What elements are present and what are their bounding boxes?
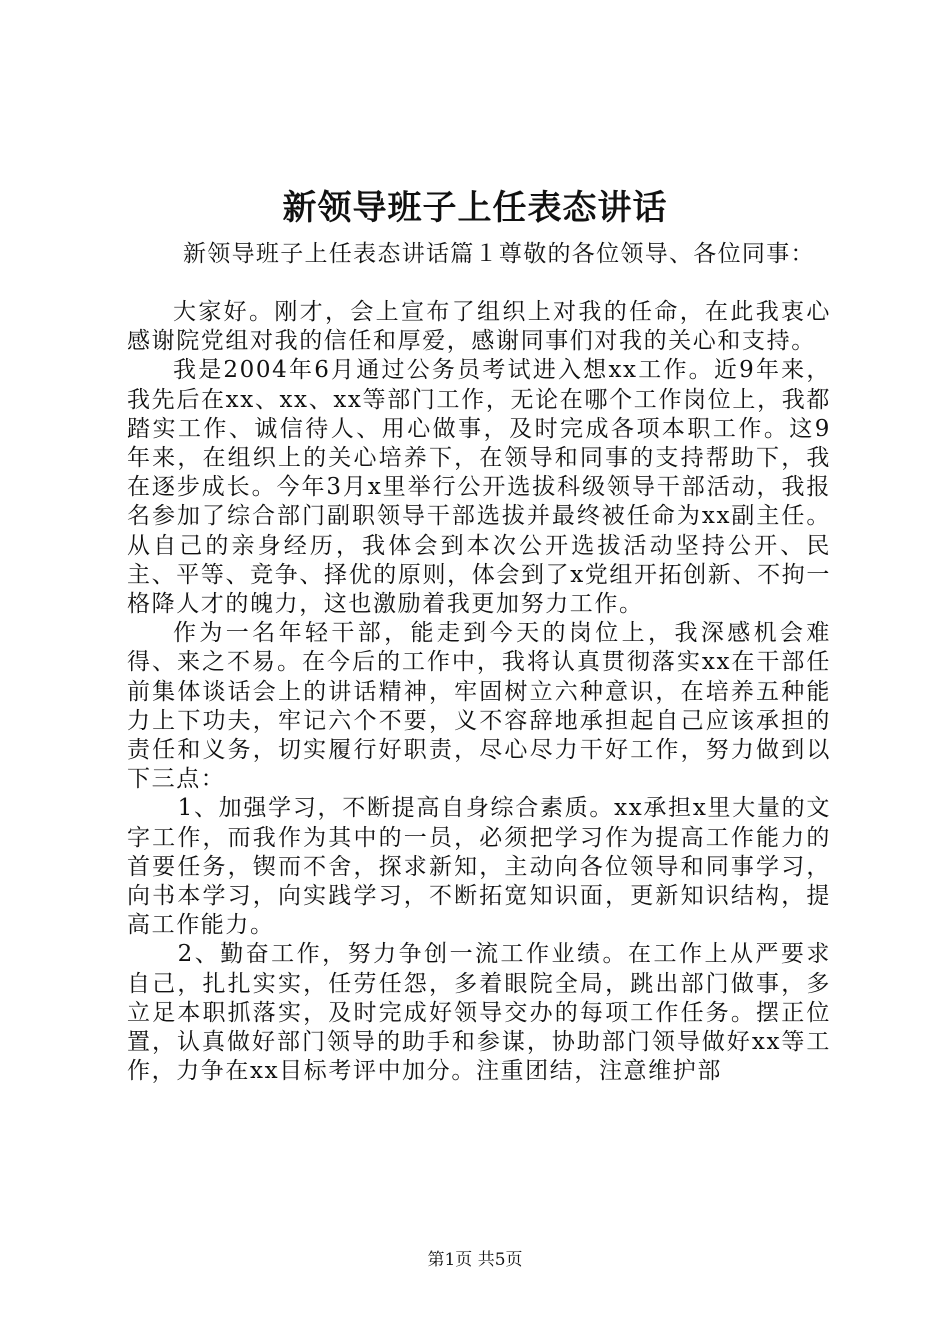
paragraph-background: 我是2004年6月通过公务员考试进入想xx工作。近9年来，我先后在xx、xx、xx等部门工作，无论在哪个工作岗位上，我都踏实工作、诚信待人、用心做事，及时完成各项本职工作。这9年来，在组织上的关心培养下，在领导和同事的支持帮助下，我在逐步成长。今年3月x里举行公开选拔科级领导干部活动，我报名参加了综合部门副职领导干部选拔并最终被任命为xx副主任。从自己的亲身经历，我体会到本次公开选拔活动坚持公开、民主、平等、竞争、择优的原则，体会到了x党组开拓创新、不拘一格降人才的魄力，这也激励着我更加努力工作。 bbox=[127, 357, 831, 618]
paragraph-commitment: 作为一名年轻干部，能走到今天的岗位上，我深感机会难得、来之不易。在今后的工作中，我将认真贯彻落实xx在干部任前集体谈话会上的讲话精神，牢固树立六种意识，在培养五种能力上下功夫，牢记六个不要，义不容辞地承担起自己应该承担的责任和义务，切实履行好职责，尽心尽力干好工作，努力做到以下三点： bbox=[127, 620, 831, 793]
paragraph-greeting: 大家好。刚才，会上宣布了组织上对我的任命，在此我衷心感谢院党组对我的信任和厚爱，感谢同事们对我的关心和支持。 bbox=[127, 299, 831, 355]
document-body bbox=[127, 298, 831, 1086]
document-subtitle: 新领导班子上任表态讲话篇１尊敬的各位领导、各位同事： bbox=[183, 241, 815, 267]
paragraph-point-1: 1、加强学习，不断提高自身综合素质。xx承担x里大量的文字工作，而我作为其中的一员，必须把学习作为提高工作能力的首要任务，锲而不舍，探求新知，主动向各位领导和同事学习，向书本学习，向实践学习，不断拓宽知识面，更新知识结构，提高工作能力。 bbox=[127, 795, 831, 939]
document-title: 新领导班子上任表态讲话 bbox=[282, 188, 668, 228]
paragraph-point-2: 2、勤奋工作，努力争创一流工作业绩。在工作上从严要求自己，扎扎实实，任劳任怨，多着眼院全局，跳出部门做事，多立足本职抓落实，及时完成好领导交办的每项工作任务。摆正位置，认真做好部门领导的助手和参谋，协助部门领导做好xx等工作，力争在xx目标考评中加分。注重团结，注意维护部 bbox=[127, 941, 831, 1085]
page-footer: 第1页 共5页 bbox=[427, 1250, 523, 1270]
